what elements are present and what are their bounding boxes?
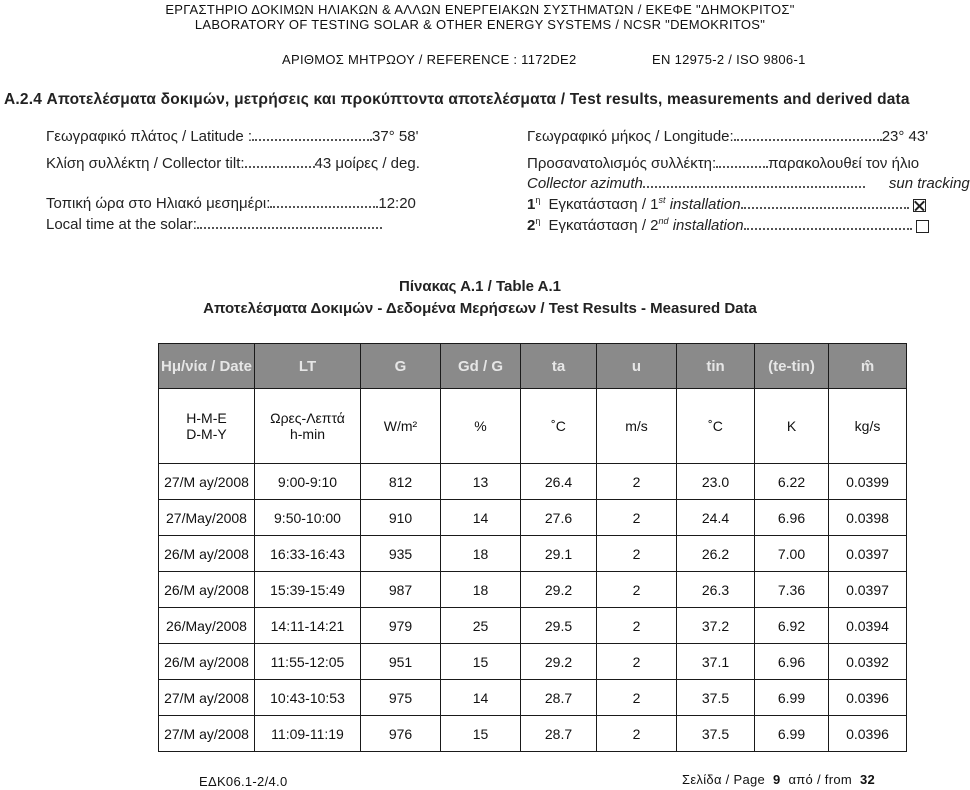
of-label: από / from	[788, 772, 853, 787]
table-cell: 0.0396	[829, 716, 907, 752]
table-cell: 2	[597, 572, 677, 608]
install1-number: 1	[527, 196, 536, 213]
table-cell: 979	[361, 608, 441, 644]
table-cell: 9:00-9:10	[255, 464, 361, 500]
table-row	[159, 680, 907, 716]
section-title: A.2.4 Αποτελέσματα δοκιμών, μετρήσεις και προκύπτοντα αποτελέσματα / Test results, measurements and derived data	[4, 91, 910, 108]
azimuth-value-english: sun tracking	[888, 175, 970, 192]
azimuth-row-english	[527, 175, 970, 192]
table-row	[159, 572, 907, 608]
table-cell: 812	[361, 464, 441, 500]
table-row	[159, 716, 907, 752]
unit-text: %	[474, 418, 487, 434]
table-cell: 18	[441, 572, 521, 608]
table-row	[159, 644, 907, 680]
table-cell: 26/M ay/2008	[159, 572, 255, 608]
table-cell: 6.99	[755, 680, 829, 716]
page-indicator	[682, 772, 875, 787]
table-cell: 2	[597, 536, 677, 572]
reference-number: ΑΡΙΘΜΟΣ ΜΗΤΡΩΟΥ / REFERENCE : 1172DE2	[282, 52, 577, 67]
page-number: 9	[773, 772, 781, 787]
unit-text: h-min	[289, 426, 325, 442]
table-cell: 935	[361, 536, 441, 572]
tilt-row	[46, 155, 420, 172]
azimuth-label-greek: Προσανατολισμός συλλέκτη:	[527, 155, 717, 172]
leader-dots	[270, 205, 378, 208]
table-cell: 0.0398	[829, 500, 907, 536]
column-symbol-header: tin	[677, 344, 755, 389]
table-row	[159, 464, 907, 500]
checked-checkbox-icon[interactable]	[913, 199, 926, 212]
table-cell: 2	[597, 500, 677, 536]
column-unit-header	[677, 389, 755, 464]
second-installation-row	[527, 216, 929, 234]
table-cell: 11:09-11:19	[255, 716, 361, 752]
table-cell: 27/M ay/2008	[159, 716, 255, 752]
table-cell: 6.96	[755, 500, 829, 536]
longitude-value: 23° 43'	[881, 128, 929, 145]
table-cell: 2	[597, 464, 677, 500]
table-cell: 9:50-10:00	[255, 500, 361, 536]
table-cell: 11:55-12:05	[255, 644, 361, 680]
table-cell: 0.0396	[829, 680, 907, 716]
unit-text: ˚C	[551, 418, 566, 434]
install1-word: installation	[669, 196, 741, 213]
table-cell: 29.1	[521, 536, 597, 572]
column-unit-header	[597, 389, 677, 464]
table-cell: 27/M ay/2008	[159, 680, 255, 716]
azimuth-row-greek	[527, 155, 919, 172]
table-cell: 25	[441, 608, 521, 644]
table-title: Αποτελέσματα Δοκιμών - Δεδομένα Μερήσεων / Test Results - Measured Data	[203, 300, 757, 317]
column-symbol-header: ta	[521, 344, 597, 389]
unit-text: H-M-E	[186, 410, 227, 426]
table-cell: 24.4	[677, 500, 755, 536]
table-row	[159, 500, 907, 536]
solar-noon-row	[46, 195, 416, 212]
table-cell: 0.0397	[829, 536, 907, 572]
azimuth-label-english: Collector azimuth	[527, 175, 643, 192]
table-cell: 37.5	[677, 716, 755, 752]
column-symbol-header: Ημ/νία / Date	[159, 344, 255, 389]
solar-noon-value: 12:20	[378, 195, 416, 212]
install1-text: Εγκατάσταση / 1	[548, 196, 659, 213]
table-row	[159, 536, 907, 572]
install2-word: installation	[672, 217, 744, 234]
column-symbol-header: LT	[255, 344, 361, 389]
longitude-label: Γεωγραφικό μήκος / Longitude:	[527, 128, 734, 145]
tilt-label: Κλίση συλλέκτη / Collector tilt:	[46, 155, 245, 172]
column-unit-header	[829, 389, 907, 464]
column-unit-header	[361, 389, 441, 464]
table-cell: 15	[441, 644, 521, 680]
install1-superscript-greek: η	[535, 195, 541, 205]
install1-superscript-english: st	[658, 195, 666, 205]
page-label: Σελίδα / Page	[682, 772, 766, 787]
solar-noon-label: Τοπική ώρα στο Ηλιακό μεσημέρι:	[46, 195, 271, 212]
table-cell: 14:11-14:21	[255, 608, 361, 644]
local-time-row	[46, 216, 382, 233]
table-cell: 14	[441, 500, 521, 536]
column-symbol-header: G	[361, 344, 441, 389]
table-cell: 975	[361, 680, 441, 716]
table-caption: Πίνακας Α.1 / Table A.1	[399, 278, 561, 295]
table-cell: 26/M ay/2008	[159, 644, 255, 680]
table-cell: 2	[597, 680, 677, 716]
table-cell: 26/M ay/2008	[159, 536, 255, 572]
column-unit-header	[159, 389, 255, 464]
table-cell: 6.22	[755, 464, 829, 500]
latitude-label: Γεωγραφικό πλάτος / Latitude :	[46, 128, 253, 145]
table-cell: 29.2	[521, 644, 597, 680]
table-cell: 0.0394	[829, 608, 907, 644]
table-cell: 27/May/2008	[159, 500, 255, 536]
table-cell: 26/May/2008	[159, 608, 255, 644]
table-cell: 15	[441, 716, 521, 752]
tilt-value: 43 μοίρες / deg.	[314, 155, 420, 172]
table-cell: 18	[441, 536, 521, 572]
units-header-row	[159, 389, 907, 464]
leader-dots	[741, 206, 909, 209]
column-unit-header	[255, 389, 361, 464]
column-unit-header	[755, 389, 829, 464]
unit-text: W/m²	[383, 418, 418, 434]
table-cell: 29.2	[521, 572, 597, 608]
leader-dots	[643, 185, 865, 188]
table-cell: 23.0	[677, 464, 755, 500]
local-time-label: Local time at the solar:	[46, 216, 197, 233]
empty-checkbox-icon[interactable]	[916, 220, 929, 233]
unit-text: m/s	[625, 418, 648, 434]
latitude-value: 37° 58'	[372, 128, 419, 145]
table-cell: 6.99	[755, 716, 829, 752]
leader-dots	[197, 226, 382, 229]
table-cell: 910	[361, 500, 441, 536]
install2-number: 2	[527, 217, 536, 234]
leader-dots	[734, 138, 882, 141]
column-unit-header	[521, 389, 597, 464]
table-cell: 37.2	[677, 608, 755, 644]
standard-reference: EN 12975-2 / ISO 9806-1	[652, 52, 806, 67]
lab-name-english: LABORATORY OF TESTING SOLAR & OTHER ENERGY SYSTEMS / NCSR "DEMOKRITOS"	[194, 17, 766, 32]
table-cell: 26.2	[677, 536, 755, 572]
latitude-row	[46, 128, 418, 145]
unit-text: D-M-Y	[186, 426, 227, 442]
install2-superscript-english: nd	[658, 216, 669, 226]
table-cell: 26.3	[677, 572, 755, 608]
table-row	[159, 608, 907, 644]
leader-dots	[744, 227, 912, 230]
table-cell: 7.00	[755, 536, 829, 572]
column-unit-header	[441, 389, 521, 464]
table-cell: 10:43-10:53	[255, 680, 361, 716]
table-cell: 976	[361, 716, 441, 752]
table-cell: 2	[597, 608, 677, 644]
table-cell: 2	[597, 644, 677, 680]
table-cell: 0.0397	[829, 572, 907, 608]
table-body	[159, 464, 907, 752]
measured-data-table	[158, 343, 907, 752]
azimuth-value-greek: παρακολουθεί τον ήλιο	[768, 155, 920, 172]
table-cell: 6.92	[755, 608, 829, 644]
page-total: 32	[859, 772, 875, 787]
lab-name-greek: ΕΡΓΑΣΤΗΡΙΟ ΔΟΚΙΜΩΝ ΗΛΙΑΚΩΝ & ΑΛΛΩΝ ΕΝΕΡΓΕΙΑΚΩΝ ΣΥΣΤΗΜΑΤΩΝ / ΕΚΕΦΕ "ΔΗΜΟΚΡΙΤΟΣ"	[165, 2, 795, 17]
unit-text: kg/s	[854, 418, 881, 434]
table-cell: 7.36	[755, 572, 829, 608]
column-symbol-header: m̂	[829, 344, 907, 389]
install2-superscript-greek: η	[535, 216, 541, 226]
unit-text: ˚C	[708, 418, 723, 434]
table-cell: 28.7	[521, 680, 597, 716]
table-cell: 0.0399	[829, 464, 907, 500]
unit-text: Ωρες-Λεπτά	[270, 410, 345, 426]
leader-dots	[245, 165, 315, 168]
table-cell: 0.0392	[829, 644, 907, 680]
document-code: ΕΔΚ06.1-2/4.0	[199, 774, 288, 789]
leader-dots	[716, 165, 768, 168]
first-installation-row	[527, 195, 926, 213]
install2-text: Εγκατάσταση / 2	[548, 217, 659, 234]
table-cell: 14	[441, 680, 521, 716]
table-cell: 951	[361, 644, 441, 680]
unit-text: K	[786, 418, 797, 434]
symbol-header-row	[159, 344, 907, 389]
table-cell: 16:33-16:43	[255, 536, 361, 572]
column-symbol-header: (te-tin)	[755, 344, 829, 389]
table-cell: 27.6	[521, 500, 597, 536]
column-symbol-header: u	[597, 344, 677, 389]
table-cell: 28.7	[521, 716, 597, 752]
table-cell: 37.1	[677, 644, 755, 680]
table-cell: 2	[597, 716, 677, 752]
table-cell: 26.4	[521, 464, 597, 500]
table-cell: 37.5	[677, 680, 755, 716]
longitude-row	[527, 128, 928, 145]
table-cell: 6.96	[755, 644, 829, 680]
leader-dots	[252, 138, 372, 141]
table-cell: 27/M ay/2008	[159, 464, 255, 500]
table-cell: 13	[441, 464, 521, 500]
table-cell: 987	[361, 572, 441, 608]
table-cell: 15:39-15:49	[255, 572, 361, 608]
column-symbol-header: Gd / G	[441, 344, 521, 389]
table-cell: 29.5	[521, 608, 597, 644]
